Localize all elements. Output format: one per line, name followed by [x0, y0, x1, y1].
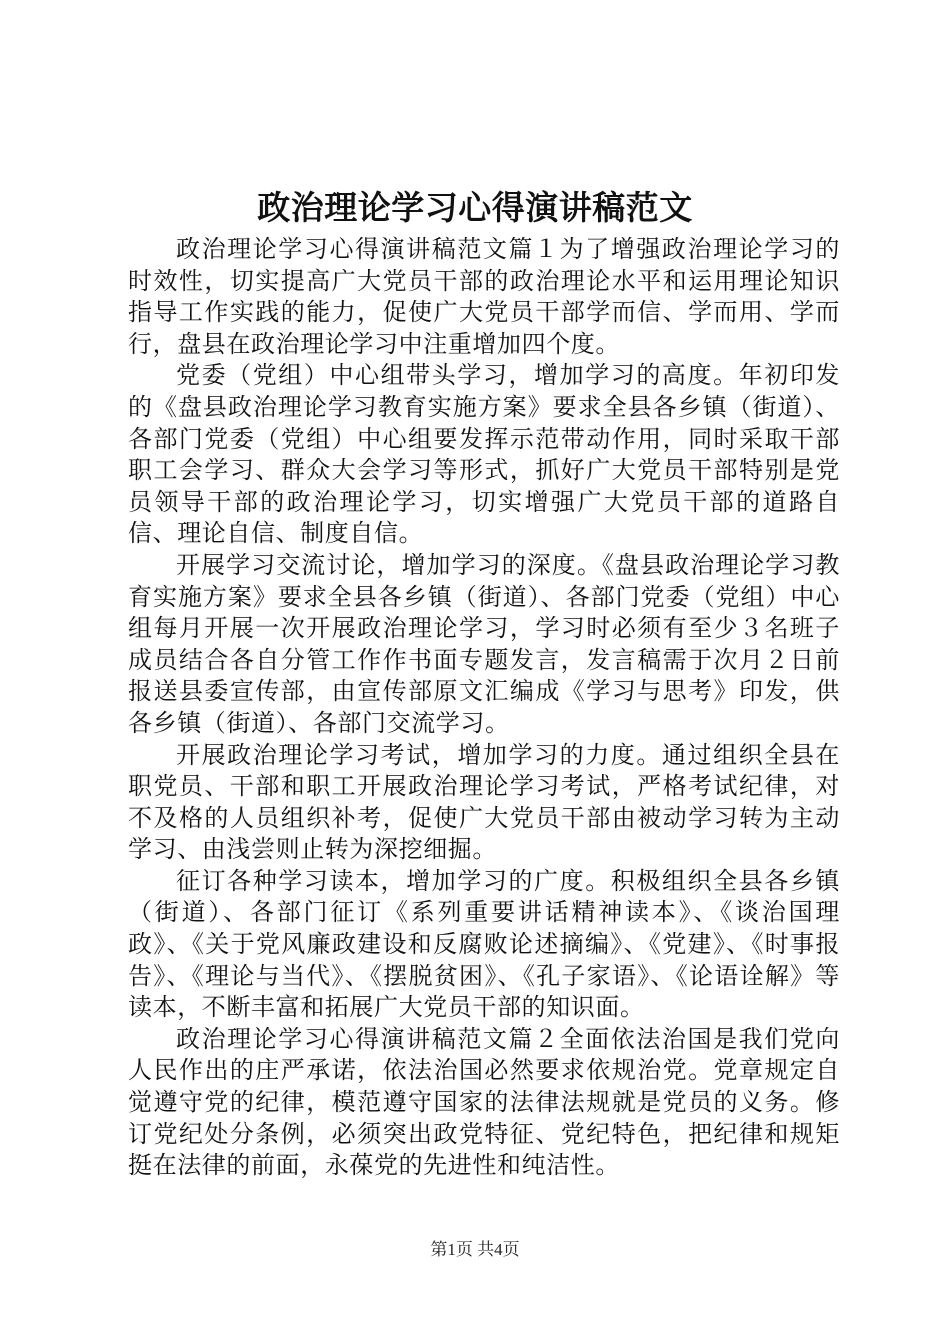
paragraph: 开展学习交流讨论，增加学习的深度。《盘县政治理论学习教育实施方案》要求全县各乡镇（街道）、各部门党委（党组）中心组每月开展一次开展政治理论学习，学习时必须有至少３名班子成员结合各自分管工作作书面专题发言，发言稿需于次月２日前报送县委宣传部，由宣传部原文汇编成《学习与思考》印发，供各乡镇（街道）、各部门交流学习。 — [128, 550, 840, 737]
document-body — [128, 234, 840, 1182]
page-number-footer: 第1页 共4页 — [430, 1240, 520, 1259]
paragraph: 党委（党组）中心组带头学习，增加学习的高度。年初印发的《盘县政治理论学习教育实施方案》要求全县各乡镇（街道）、各部门党委（党组）中心组要发挥示范带动作用，同时采取干部职工会学习、群众大会学习等形式，抓好广大党员干部特别是党员领导干部的政治理论学习，切实增强广大党员干部的道路自信、理论自信、制度自信。 — [128, 361, 840, 548]
document-title: 政治理论学习心得演讲稿范文 — [257, 188, 693, 227]
paragraph: 政治理论学习心得演讲稿范文篇１为了增强政治理论学习的时效性，切实提高广大党员干部的政治理论水平和运用理论知识指导工作实践的能力，促使广大党员干部学而信、学而用、学而行，盘县在政治理论学习中注重增加四个度。 — [128, 235, 840, 358]
paragraph: 政治理论学习心得演讲稿范文篇２全面依法治国是我们党向人民作出的庄严承诺，依法治国必然要求依规治党。党章规定自觉遵守党的纪律，模范遵守国家的法律法规就是党员的义务。修订党纪处分条例，必须突出政党特征、党纪特色，把纪律和规矩挺在法律的前面，永葆党的先进性和纯洁性。 — [128, 1024, 840, 1180]
paragraph: 开展政治理论学习考试，增加学习的力度。通过组织全县在职党员、干部和职工开展政治理论学习考试，严格考试纪律，对不及格的人员组织补考，促使广大党员干部由被动学习转为主动学习、由浅尝则止转为深挖细掘。 — [128, 740, 840, 864]
paragraph: 征订各种学习读本，增加学习的广度。积极组织全县各乡镇（街道）、各部门征订《系列重要讲话精神读本》、《谈治国理政》、《关于党风廉政建设和反腐败论述摘编》、《党建》、《时事报告》、《理论与当代》、《摆脱贫困》、《孔子家语》、《论语诠解》等读本，不断丰富和拓展广大党员干部的知识面。 — [128, 866, 840, 1022]
